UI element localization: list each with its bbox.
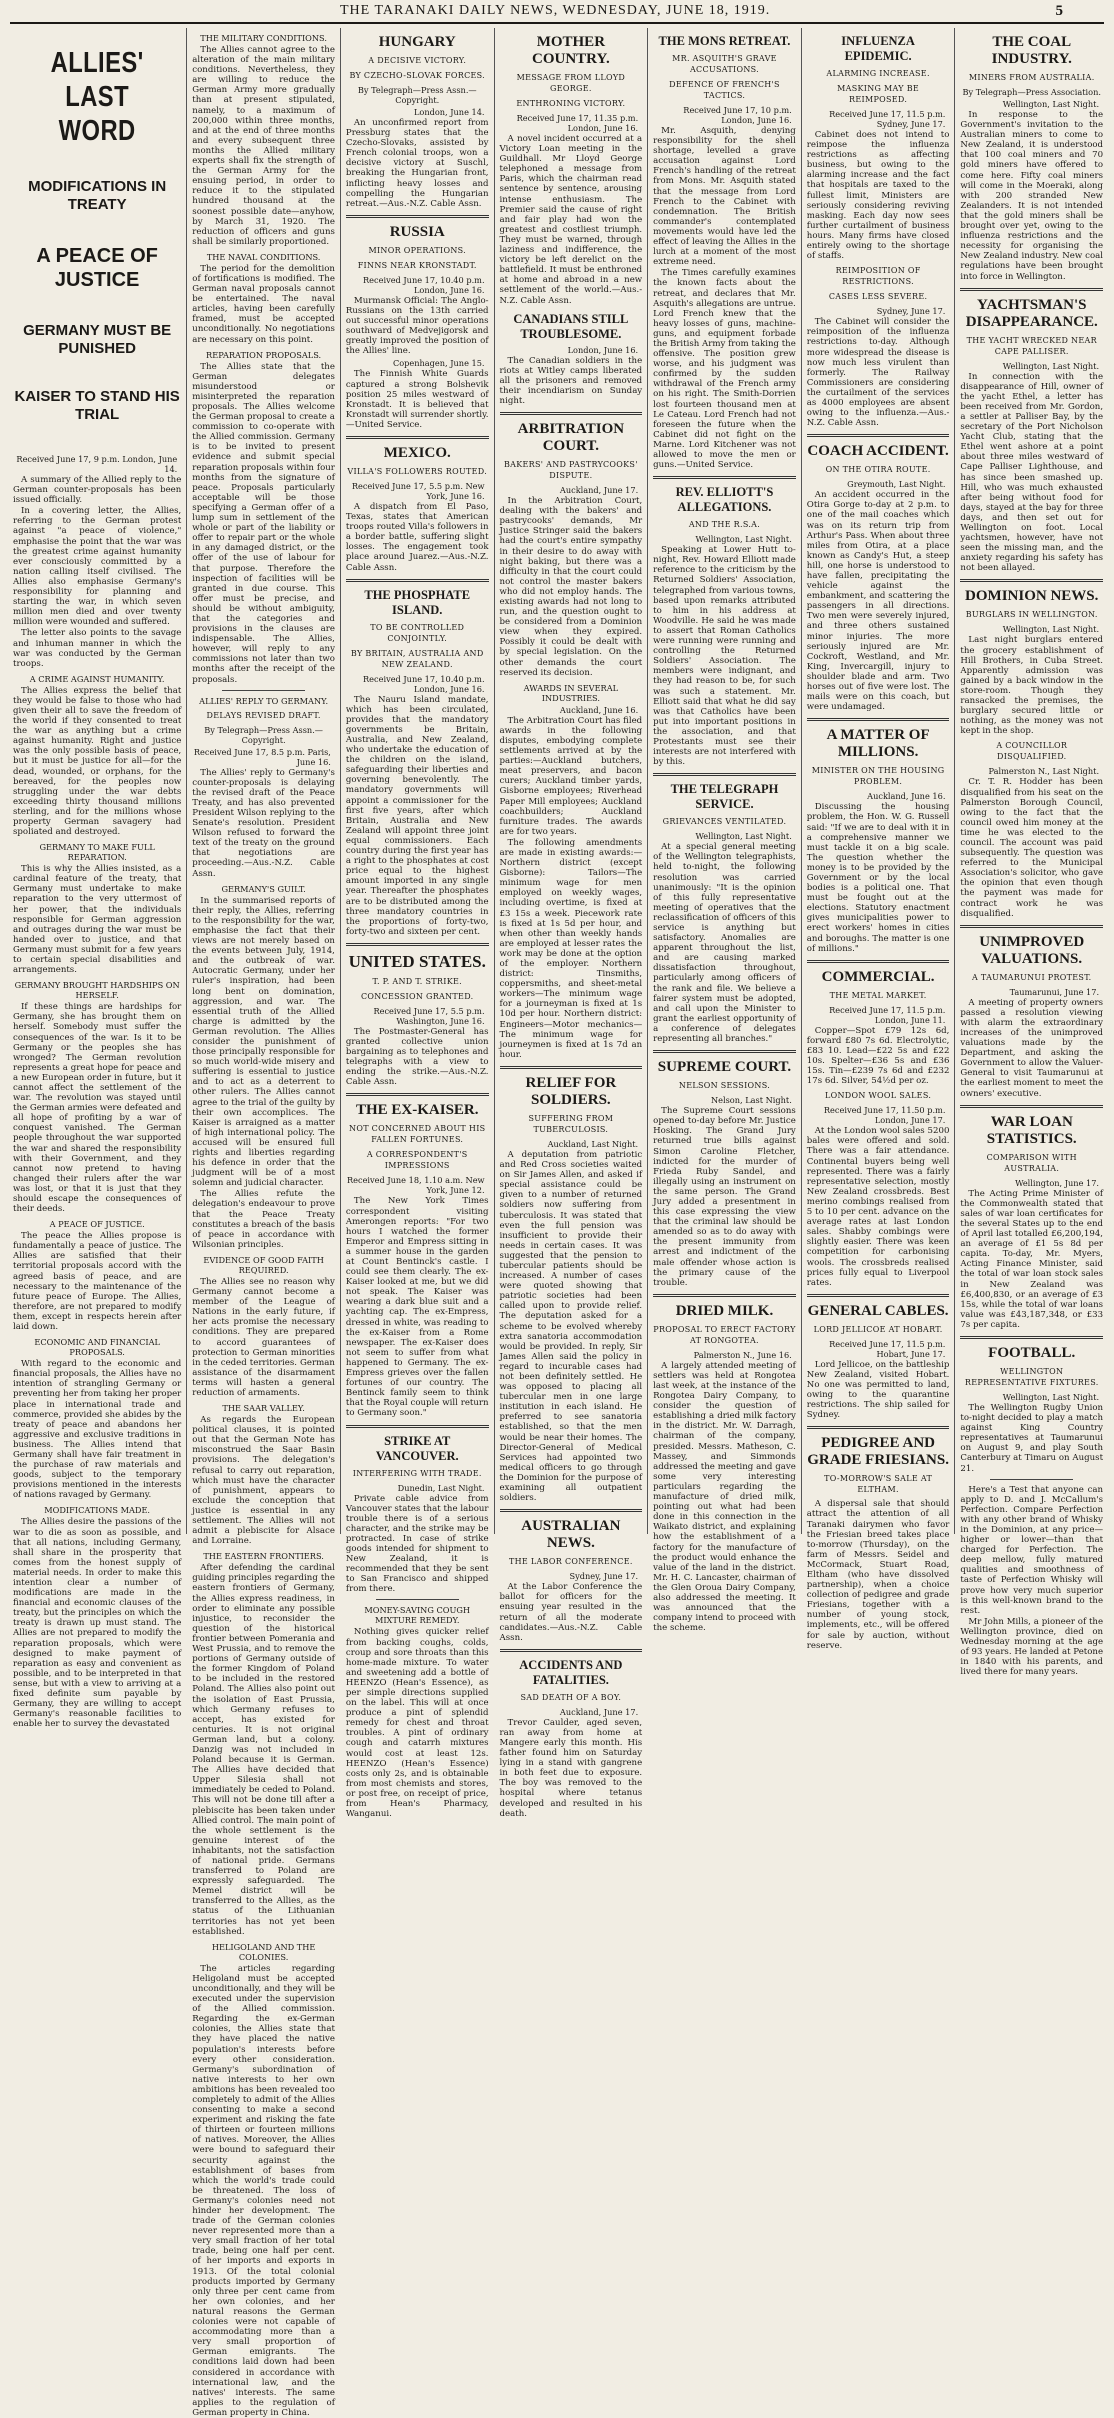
section-heading: REPARATION PROPOSALS. bbox=[206, 349, 322, 360]
column-1 bbox=[8, 28, 187, 1730]
section-heading: A PEACE OF JUSTICE. bbox=[49, 1219, 145, 1230]
deck: TO BE CONTROLLED CONJOINTLY. bbox=[370, 622, 465, 643]
divider bbox=[222, 690, 305, 691]
paragraph: Copper—Spot £79 12s 6d, forward £80 7s 6d. Electrolytic, £83 10. Lead—£22 5s and £22 10s. Spelter—£36 5s and £36 15s. Tin—£239 7s 6d and £232 17s 6d. Silver, 54½d per oz. bbox=[806, 1025, 950, 1087]
deck: MINOR OPERATIONS. bbox=[368, 245, 466, 255]
dateline: Wellington, Last Night. bbox=[1002, 1391, 1100, 1402]
paragraph: The Cabinet will consider the reimposition of the influenza restrictions to-day. Although more widespread the disease is now much less virulent than formerly. The Railway Commissioners are considering the curtailment of the services as 4000 employees are absent owing to the influenza.—Aus.-N.Z. Cable Assn. bbox=[806, 317, 950, 429]
paragraph: The Times carefully examines the known facts about the retreat, and declares that Mr. Asquith's allegations are untrue. Lord French knew that the heavy losses of guns, machine-guns, and equipment forbade the British Army from taking the offensive. The position grew worse, and his judgment was confirmed by the sudden withdrawal of the French army on his right. The Smith-Dorrien lost fourteen thousand men at Le Cateau. Lord French had not foreseen the future when the Cabinet did not fight on the Marne. Lord Kitchener was not allowed to move the men or guns.—United Service. bbox=[653, 268, 796, 471]
divider bbox=[653, 1294, 796, 1297]
dateline: Nelson, Last Night. bbox=[710, 1095, 792, 1106]
divider bbox=[346, 215, 489, 218]
paragraph: Last night burglars entered the grocery establishment of Hill Brothers, in Cuba Street. Apparently admission was gained by a back window in the store-room. Though they ransacked the premises, the burglary secured little or nothing, as the money was not kept in the shop. bbox=[960, 635, 1104, 737]
divider bbox=[960, 288, 1103, 291]
deck: A DECISIVE VICTORY. bbox=[368, 56, 467, 65]
article-heading-elliott: REV. ELLIOTT'S ALLEGATIONS. bbox=[675, 485, 774, 515]
article-heading-hungary: HUNGARY bbox=[378, 34, 456, 50]
paragraph: A largely attended meeting of settlers was held at Rongotea last week, at the instance of the Rongotea Dairy Company, to consider the question of establishing a dried milk factory in the district. Mr. W. Darragh, chairman of the company, presided. Messrs. Matheson, C. Massey, and Simmonds addressed the meeting and gave some very interesting particulars regarding the manufacture of dried milk, pointing out what had been done in this connection in the Waikato district, and explaining how the establishment of a factory for the manufacture of the product would enhance the value of the land in the district. Mr. H. C. Lancaster, chairman of the Glen Oroua Dairy Company, also addressed the meeting. It was announced that the company intend to proceed with the scheme. bbox=[653, 1360, 796, 1634]
paragraph: With regard to the economic and financial proposals, the Allies have no intention of strangling Germany or preventing her from taking her proper place in international trade and commerce, provided she abides by the treaty of peace and abandons her aggressive and exclusive traditions in business. The Allies intend that Germany shall have fair treatment in the purchase of raw materials and goods, subject to the temporary provisions mentioned in the interests of nations ravaged by Germany. bbox=[13, 1359, 182, 1501]
column-6 bbox=[802, 28, 956, 1651]
dateline: Received June 17, 11.50 p.m. London, June 17. bbox=[823, 1105, 946, 1126]
paragraph: A novel incident occurred at a Victory Loan meeting in the Guildhall. Mr Lloyd George telephoned a message from Paris, which the chairman read sentence by sentence, arousing intense enthusiasm. The Premier said the cause of right and fair play had won the greatest and costliest triumph. They must be warned, through laziness and indifference, the victory be left derelict on the battlefield. It must be enthroned at home and abroad in a new settlement of the world.—Aus.-N.Z. Cable Assn. bbox=[499, 134, 643, 306]
deck: CONCESSION GRANTED. bbox=[361, 991, 474, 1001]
paragraph: The Arbitration Court has filed awards in the following disputes, embodying complete settlements arrived at by the parties:—Auckland butchers, meat preservers, and bacon curers; Auckland timber yards, Gisborne employees; Riverhead Paper Mill employees; Auckland coachbuilders; Auckland furniture trades. The awards are for two years. bbox=[499, 715, 643, 837]
dateline: Copenhagen, June 15. bbox=[392, 358, 485, 369]
article-heading-general-cables: GENERAL CABLES. bbox=[807, 1302, 949, 1319]
deck: ON THE OTIRA ROUTE. bbox=[825, 465, 931, 475]
article-heading-valuations: UNIMPROVED VALUATIONS. bbox=[979, 933, 1085, 967]
deck: MASKING MAY BE REIMPOSED. bbox=[837, 84, 920, 104]
section-heading: ECONOMIC AND FINANCIAL PROPOSALS. bbox=[34, 1337, 160, 1358]
article-heading-friesians: PEDIGREE AND GRADE FRIESIANS. bbox=[807, 1435, 949, 1469]
article-heading-mons-retreat: THE MONS RETREAT. bbox=[658, 34, 791, 48]
subhead-germany-punished: GERMANY MUST BE PUNISHED bbox=[23, 322, 172, 357]
dateline: Greymouth, Last Night. bbox=[847, 479, 946, 490]
divider bbox=[500, 1066, 643, 1069]
paragraph: In a covering letter, the Allies, referring to the German protest against "a peace of violence," emphasise the point that the war was the greatest crime against humanity ever consciously committed by a nation calling itself civilised. The Allies also emphasise Germany's responsibility for planning and starting the war, in which seven million men died and over twenty million were wounded and suffered. bbox=[13, 506, 182, 628]
section-heading: ALLIES' REPLY TO GERMANY. bbox=[199, 695, 329, 706]
dateline: Received June 17, 5.5 p.m. New York, June 16. bbox=[351, 480, 485, 501]
paragraph: This is why the Allies insisted, as a cardinal feature of the treaty, that Germany must undertake to make reparation to the very uttermost of her power, that the individuals responsible for German aggression and outrages during the war must be handed over to justice, and that Germany must submit for a few years to certain special disabilities and arrangements. bbox=[13, 864, 182, 976]
dateline: Palmerston N., Last Night. bbox=[988, 766, 1100, 777]
dateline: Received June 17, 11.5 p.m. London, June 11. bbox=[829, 1004, 946, 1025]
article-heading-telegraph: THE TELEGRAPH SERVICE. bbox=[670, 782, 779, 812]
dateline: Palmerston N., June 16. bbox=[693, 1349, 792, 1360]
deck: BAKERS' AND PASTRYCOOKS' DISPUTE. bbox=[504, 460, 638, 481]
article-heading-dried-milk: DRIED MILK. bbox=[675, 1302, 774, 1319]
paragraph: Cabinet does not intend to reimpose the influenza restrictions as affecting business, but owing to the alarming increase and the fact that hospitals are taxed to the fullest limit, Ministers are seriously considering reviving masking. Each day now sees further curtailment of business hours. Many firms have closed entirely owing to the shortage of staffs. bbox=[806, 130, 950, 262]
divider bbox=[807, 1426, 950, 1429]
section-heading: HELIGOLAND AND THE COLONIES. bbox=[211, 1941, 316, 1962]
paragraph: At the Labor Conference the ballot for officers for the ensuing year resulted in the return of all the moderate candidates.—Aus.-N.Z. Cable Assn. bbox=[499, 1582, 643, 1643]
dateline: Received June 17, 11.5 p.m. Sydney, June 17. bbox=[829, 109, 946, 129]
dateline: Received June 17, 10 p.m. London, June 16. bbox=[683, 105, 792, 125]
paragraph: At a special general meeting of the Wellington telegraphists, held to-night, the following resolution was carried unanimously: "It is the opinion of this fully representative meeting of operatives that the reclassification of officers of this service is anything but satisfactory. Anomalies are apparent throughout the list, and are causing marked dissatisfaction throughout, particularly among officers of the rank and file. We believe a fairer system must be adopted, and call upon the Minister to grant the earliest opportunity of a conference of delegates representing all branches." bbox=[653, 842, 796, 1045]
paragraph: The Allies state that the German delegates misunderstood or misinterpreted the reparation proposals. The Allies welcome the German proposal to create a commission to co-operate with the Allied commission. Germany is to be invited to present evidence and submit special reparation proposals within four months from the signature of peace. Proposals particularly acceptable will be those specifying a German offer of a lump sum in settlement of the whole or part of the liability or offer to repair part or the whole in any damaged district, or the offer of the use of labour for that purpose. Therefore the inspection of facilities will be granted in due course. This offer must be precise, and should be without ambiguity, that the categories and provisions in the clauses are indispensable. The Allies, however, will reply to any commissions not later than two months after the receipt of the proposals. bbox=[192, 361, 335, 685]
divider bbox=[807, 718, 950, 721]
section-heading: THE EASTERN FRONTIERS. bbox=[203, 1551, 324, 1562]
paragraph: In the summarised reports of their reply, the Allies, referring to the responsibility for the war, emphasise the fact that their views are not merely based on the events between July, 1914, and the outbreak of war. Autocratic Germany, under her ruler's inspiration, had been long bent on domination, aggression, and war. The essential truth of the Allied charge is admitted by the German revolution. The Allies consider the punishment of those principally responsible for so much world-wide misery and suffering is essential to justice and to act as a deterrent to other rulers. The Allies cannot agree to the trial of the guilty by their own accomplices. The Kaiser is arraigned as a matter of high international policy. The accused will be ensured full rights and liberties regarding his defence in order that the judgment will be of a most solemn and judicial character. bbox=[192, 895, 335, 1189]
article-heading-united-states: UNITED STATES. bbox=[348, 951, 486, 971]
masthead bbox=[10, 0, 1104, 24]
deck: ENTHRONING VICTORY. bbox=[516, 99, 626, 108]
paragraph: A meeting of property owners passed a resolution viewing with alarm the extraordinary increases of the unimproved valuations made by the Department, and asking the Government to allow the Valuer-General to visit Taumarunui at the earliest moment to meet the owners' executive. bbox=[960, 997, 1104, 1099]
section-heading: THE NAVAL CONDITIONS. bbox=[206, 251, 321, 262]
dateline: Auckland, June 16. bbox=[867, 791, 946, 802]
deck: A CORRESPONDENT'S IMPRESSIONS bbox=[366, 1150, 468, 1171]
deck: AND THE R.S.A. bbox=[688, 520, 761, 530]
dateline: Wellington, Last Night. bbox=[695, 831, 792, 842]
deck: DEFENCE OF FRENCH'S TACTICS. bbox=[669, 80, 780, 100]
dateline: Auckland, June 16. bbox=[559, 704, 639, 715]
deck: GRIEVANCES VENTILATED. bbox=[662, 817, 787, 827]
deck: MINISTER ON THE HOUSING PROBLEM. bbox=[811, 766, 945, 787]
divider bbox=[990, 1479, 1073, 1480]
article-heading-football: FOOTBALL. bbox=[988, 1344, 1076, 1361]
paragraph: The Allies refute the delegation's endeavour to prove that the Peace Treaty constitutes a breach of the basis of peace in accordance with Wilsonian principles. bbox=[192, 1189, 335, 1250]
paragraph: The following amendments are made in existing awards:—Northern district (except Gisborne): Tailors—The minimum wage for men employed on weekly wages, including overtime, is fixed at £3 15s a week. Piecework rate is fixed at 1s 5d per hour, and when other than weekly hands are employed at lesser rates the work may be done at the option of the employer. Northern district: Tinsmiths, coppersmiths, and sheet-metal workers—The minimum wage for a journeyman is fixed at 1s 10d per hour. Northern district: Engineers—Motor mechanics—The minimum wage for journeymen is fixed at 1s 7d an hour. bbox=[499, 837, 643, 1060]
page-number: 5 bbox=[1055, 2, 1064, 19]
dateline: Auckland, June 17. bbox=[559, 1706, 639, 1717]
divider bbox=[653, 1050, 796, 1053]
deck: TO-MORROW'S SALE AT ELTHAM. bbox=[824, 1474, 933, 1495]
article-heading-relief: RELIEF FOR SOLDIERS. bbox=[525, 1074, 617, 1108]
paragraph: The Supreme Court sessions opened to-day before Mr. Justice Hosking. The Grand Jury returned true bills against Simon Caroline Fletcher, indicted for the murder of Frieda Ruby Sandel, and illegally using an instrument on the same person. The Grand Jury added a presentment in this case expressing the view that the criminal law should be amended so as to do away with the present immunity from arrest and indictment of the male offender whose action is the primary cause of the trouble. bbox=[653, 1106, 796, 1288]
deck: THE METAL MARKET. bbox=[829, 990, 927, 1000]
article-heading-commercial: COMMERCIAL. bbox=[821, 968, 935, 985]
paragraph: The Finnish White Guards captured a strong Bolshevik position 25 miles westward of Kronstadt. It is believed that Kronstadt will surrender shortly.—United Service. bbox=[345, 369, 489, 430]
dateline: Wellington, Last Night. bbox=[695, 534, 792, 545]
divider bbox=[500, 412, 643, 415]
paragraph: In connection with the disappearance of Hill, owner of the yacht Ethel, a letter has been received from Mr. Gordon, a settler at Palliser Bay, by the secretary of the Port Nicholson Yacht Club, stating that the Ethel went ashore at a point about three miles westward of Cape Palliser Lighthouse, and has since been smashed up. Hill, who was much exhausted after being without food for days, stayed at the bay for three days, and then set out for Wellington on foot. Local yachtsmen, however, have not seen the missing man, and the anxiety regarding his safety has not been allayed. bbox=[960, 371, 1104, 574]
paragraph: As regards the European political clauses, it is pointed out that the German Note has misconstrued the Saar Basin provisions. The delegation's refusal to carry out reparation, which must have the character of punishment, appears to exclude the conception that justice is essential in any settlement. The Allies will not admit a plebiscite for Alsace and Lorraine. bbox=[192, 1415, 335, 1547]
paragraph: The Allies express the belief that they would be false to those who had given their all to save the freedom of the world if they consented to treat the war as anything but a crime against humanity. Right and justice was the only possible basis of peace, but it must be justice for all—for the dead, wounded, or orphans, for the bereaved, for the peoples now struggling under the war debts exceeding thirty thousand millions sterling, and for the millions whose property German savagery had spoliated and destroyed. bbox=[13, 685, 182, 838]
paragraph: Cr. T. R. Hodder has been disqualified from his seat on the Palmerston Borough Council, owing to the fact that the council owed him money at the time he was elected to the council. The account was paid subsequently. The question was referred to the Municipal Association's solicitor, who gave the opinion that even though the payment was made for contract work he was disqualified. bbox=[960, 777, 1104, 919]
deck: LONDON WOOL SALES. bbox=[825, 1091, 932, 1101]
section-heading: MODIFICATIONS MADE. bbox=[44, 1505, 151, 1516]
deck: SAD DEATH OF A BOY. bbox=[520, 1692, 622, 1702]
column-3 bbox=[341, 28, 495, 1820]
dateline: Received June 17, 10.40 p.m. London, June 16. bbox=[363, 673, 485, 694]
byline: By Telegraph—Press Association. bbox=[962, 87, 1101, 97]
section-heading: AWARDS IN SEVERAL INDUSTRIES. bbox=[523, 682, 619, 703]
paragraph: Private cable advice from Vancouver states that the labour trouble there is of a serious character, and the strike may be protracted. In case of strike goods intended for shipment to New Zealand, it is recommended that they be sent to San Francisco and shipped from there. bbox=[345, 1493, 489, 1595]
paragraph: The period for the demolition of fortifications is modified. The German naval proposals cannot be entertained. The naval articles, having been carefully framed, must be accepted unconditionally. No negotiations are necessary on this point. bbox=[192, 263, 335, 345]
deck: THE LABOR CONFERENCE. bbox=[509, 1557, 633, 1567]
divider bbox=[500, 1509, 643, 1512]
divider bbox=[346, 436, 489, 439]
deck: LORD JELLICOE AT HOBART. bbox=[813, 1324, 943, 1334]
deck: WELLINGTON REPRESENTATIVE FIXTURES. bbox=[964, 1366, 1099, 1387]
article-heading-phosphate: THE PHOSPHATE ISLAND. bbox=[364, 587, 471, 617]
dateline: Wellington, June 17. bbox=[1015, 1177, 1100, 1188]
dateline: Received June 18, 1.10 a.m. New York, June 12. bbox=[346, 1175, 485, 1196]
deck: FINNS NEAR KRONSTADT. bbox=[357, 260, 477, 270]
dateline: Dunedin, Last Night. bbox=[397, 1482, 485, 1493]
deck: A COUNCILLOR DISQUALIFIED. bbox=[996, 741, 1068, 762]
deck: BY BRITAIN, AUSTRALIA AND NEW ZEALAND. bbox=[350, 648, 484, 669]
paragraph: In the Arbitration Court, dealing with the bakers' and pastrycooks' demands, Mr Justice Stringer said the bakers had the court's entire sympathy in their desire to do away with night baking, but there was a difficulty in that the court could not control the master bakers who did not employ hands. The existing awards had not long to run, and the question ought to be considered from a Dominion view when they expired. Possibly it could be dealt with by special legislation. On the other demands the court reserved its decision. bbox=[499, 496, 643, 678]
paragraph: Nothing gives quicker relief from backing coughs, colds, croup and sore throats than this home-made mixture. To water and sweetening add a bottle of HEENZO (Hean's Essence), as per simple directions supplied on the label. This will at once produce a pint of splendid remedy for chest and throat troubles. A pint of ordinary cough and catarrh mixtures would cost at least 12s. HEENZO (Hean's Essence) costs only 2s, and is obtainable from most chemists and stores, or post free, on receipt of price, from Hean's Pharmacy, Wanganui. bbox=[345, 1627, 489, 1820]
subhead-peace-of-justice: A PEACE OF JUSTICE bbox=[36, 245, 158, 291]
subhead-modifications: MODIFICATIONS IN TREATY bbox=[28, 178, 167, 213]
article-heading-canadians: CANADIANS STILL TROUBLESOME. bbox=[513, 311, 629, 341]
paragraph: Trevor Caulder, aged seven, ran away from home at Mangere early this month. His father found him on Saturday lying in a stand with gangrene in both feet due to exposure. The boy was removed to the hospital where tetanus developed and resulted in his death. bbox=[499, 1717, 643, 1819]
masthead-title: THE TARANAKI DAILY NEWS, WEDNESDAY, JUNE 18, 1919. bbox=[340, 3, 771, 18]
divider bbox=[807, 434, 950, 437]
paragraph: At the London wool sales 5200 bales were offered and sold. There was a fair attendance. Continental buyers being well represented. There was a fairly representative selection, mostly New Zealand crossbreds. Best merino combings realised from 5 to 10 per cent. advance on the average rates at last London sales. Shabby combings were slightly easier. There was keen competition for carbonising wools. The crossbreds realised prices fully equal to Liverpool rates. bbox=[806, 1126, 950, 1288]
article-heading-yachtsman: YACHTSMAN'S DISAPPEARANCE. bbox=[965, 296, 1098, 330]
article-heading-coal-industry: THE COAL INDUSTRY. bbox=[991, 34, 1072, 67]
divider bbox=[960, 1336, 1103, 1339]
dateline: Wellington, Last Night. bbox=[1002, 99, 1100, 109]
deck: MR. ASQUITH'S GRAVE ACCUSATIONS. bbox=[672, 54, 777, 74]
section-heading: A CRIME AGAINST HUMANITY. bbox=[29, 673, 165, 684]
column-4 bbox=[495, 28, 649, 1819]
paragraph: Speaking at Lower Hutt to-night, Rev. Howard Elliott made reference to the criticism by the Returned Soldiers' Association, telegraphed from various towns, based upon remarks attributed to him in his address at Woodville. He said he was made to assert that Roman Catholics were running were running and controlling the Returned Soldiers' Association. The members were indignant, and they had reason to be, for such was such a statement. Mr. Elliott said that what he did say was that Catholics have been put into important positions in the association, and that Protestants must see their interests are not interfered with by this. bbox=[653, 545, 796, 768]
deck: VILLA'S FOLLOWERS ROUTED. bbox=[347, 466, 488, 476]
article-heading-millions: A MATTER OF MILLIONS. bbox=[826, 727, 930, 761]
deck: PROPOSAL TO ERECT FACTORY AT RONGOTEA. bbox=[653, 1324, 796, 1345]
column-5 bbox=[648, 28, 802, 1634]
dateline: Received June 17, 9 p.m. London, June 14. bbox=[16, 454, 178, 474]
subhead-kaiser-trial: KAISER TO STAND HIS TRIAL bbox=[14, 388, 180, 423]
article-heading-arbitration: ARBITRATION COURT. bbox=[517, 421, 625, 455]
section-heading: GERMANY TO MAKE FULL REPARATION. bbox=[39, 842, 155, 863]
section-heading: GERMANY'S GUILT. bbox=[221, 883, 306, 894]
paragraph: A deputation from patriotic and Red Cross societies waited on Sir James Allen, and asked if special assistance could be given to a number of returned soldiers now suffering from tuberculosis. It was stated that even the full pension was insufficient to provide their needs in certain cases. It was suggested that the pension to tubercular patients should be increased. A number of cases were quoted showing that patriotic societies had been called upon to provide relief. The deputation asked for a scheme to be evolved whereby extra sanatoria accommodation would be provided. In reply, Sir James Allen said the policy in regard to incurable cases had not been definitely settled. He was opposed to placing all tubercular men in one large institution in each island. He preferred to see sanatoria established, so that the men would be near their homes. The Director-General of Medical Services had appointed two medical officers to go through the Dominion for the purpose of examining all outpatient soldiers. bbox=[499, 1149, 643, 1504]
deck: CASES LESS SEVERE. bbox=[828, 292, 928, 302]
section-heading: GERMANY BROUGHT HARDSHIPS ON HERSELF. bbox=[14, 980, 180, 1001]
paragraph: The Nauru Island mandate, which has been circulated, provides that the mandatory governments be Britain, Australia, and New Zealand, who undertake the education of the children on the island, safeguarding their liberties and governing benevolently. The mandatory governments will appoint a commissioner for the first five years, after which Britain, Australia and New Zealand will appoint three joint equal commissioners. Each country during the first year has a right to the phosphates at cost price equal to the highest amount imported in any single year. Thereafter the phosphates are to be distributed among the three mandatory countries in the proportions of forty-two, forty-two and sixteen per cent. bbox=[345, 694, 489, 937]
dateline: Auckland, June 17. bbox=[559, 485, 639, 496]
byline: By Telegraph—Press Assn.—Copyright. bbox=[357, 85, 477, 105]
dateline: Wellington, Last Night. bbox=[1002, 360, 1100, 371]
dateline: Auckland, Last Night. bbox=[547, 1138, 639, 1149]
paragraph: An unconfirmed report from Pressburg states that the Czecho-Slovaks, assisted by French colonial troops, won a decisive victory at Suschl, breaking the Hungarian front, inflicting heavy losses and compelling the Hungarian retreat.—Aus.-N.Z. Cable Assn. bbox=[345, 118, 489, 209]
article-heading-dominion-news: DOMINION NEWS. bbox=[965, 588, 1099, 605]
paragraph: A dispersal sale that should attract the attention of all Taranaki dairymen who favor the Friesian breed takes place to-morrow (Thursday), on the farm of Messrs. Seidel and McCormack, Stuart Road, Eltham (who have dissolved partnership), when a choice collection of pedigree and grade Friesians, together with a number of young stock, implements, etc., will be offered for sale by auction, without reserve. bbox=[806, 1499, 950, 1651]
divider bbox=[500, 1649, 643, 1652]
paragraph: The Acting Prime Minister of the Commonwealth stated that sales of war loan certificates for the several States up to the end of April last totalled £6,200,194, an average of £1 5s 8d per capita. To-day, Mr. Myers, Acting Finance Minister, said the total of war loan stock sales in New Zealand was £6,400,830, or an average of £3 15s, while the total of war loans value was £43,187,348, or £33 7s per capita. bbox=[960, 1188, 1104, 1330]
paragraph: The Allies see no reason why Germany cannot become a member of the League of Nations in the early future, if her acts promise the necessary conditions. They are prepared to accord guarantees of protection to German minorities in the ceded territories. German assistance of the disarmament terms will hasten a general reduction of armaments. bbox=[192, 1276, 335, 1398]
divider bbox=[346, 1093, 489, 1096]
dateline: Taumarunui, June 17. bbox=[1009, 986, 1100, 997]
section-heading: EVIDENCE OF GOOD FAITH REQUIRED. bbox=[203, 1254, 324, 1275]
paragraph: The Postmaster-General has granted collective union bargaining as to telephones and telegraphs with a view to ending the strike.—Aus.-N.Z. Cable Assn. bbox=[345, 1026, 489, 1088]
dateline: Received June 17, 11.5 p.m. Hobart, June 17. bbox=[829, 1338, 946, 1359]
paragraph: Mr. Asquith, denying responsibility for the shell shortage, levelled a grave accusation against Lord French's handling of the retreat from Mons. Mr. Asquith stated that the message from Lord French to the Cabinet with condemnation. The British commander's contemplated movements would have led the effect of leaving the Allies in the lurch at a moment of the most extreme need. bbox=[653, 126, 796, 268]
section-heading: MONEY-SAVING COUGH MIXTURE REMEDY. bbox=[364, 1605, 471, 1626]
deck: MINERS FROM AUSTRALIA. bbox=[968, 73, 1095, 82]
divider bbox=[376, 1599, 459, 1600]
article-heading-vancouver: STRIKE AT VANCOUVER. bbox=[375, 1433, 459, 1463]
dateline: Sydney, June 17. bbox=[569, 1571, 639, 1582]
paragraph: Discussing the housing problem, the Hon. W. G. Russell said: "If we are to deal with it in a comprehensive manner we must tackle it on a big scale. The question whether the money is to be provided by the Government or by the local bodies is a political one. That must be fought out at the elections. Statutory enactment gives municipalities power to erect workers' homes in cities and boroughs. The matter is one of millions." bbox=[806, 802, 950, 954]
paragraph: A summary of the Allied reply to the German counter-proposals has been issued officially. bbox=[13, 475, 182, 506]
dateline: Sydney, June 17. bbox=[876, 306, 946, 317]
divider bbox=[807, 960, 950, 963]
divider bbox=[960, 579, 1103, 582]
divider bbox=[960, 925, 1103, 928]
paragraph: Here's a Test that anyone can apply to D. and J. McCallum's Perfection. Compare Perfection with any other brand of Whisky in the Dominion, at any price—higher or lower—than that charged for Perfection. The deep mellow, fully matured qualities and smoothness of taste of Perfection Whisky will prove how very much superior is this well-known brand to the rest. bbox=[960, 1484, 1104, 1616]
dateline: London, June 14. bbox=[413, 107, 485, 117]
paragraph: The Allies' reply to Germany's counter-proposals is delaying the revised draft of the Peace Treaty, and has also prevented President Wilson replying to the Senate's resolution. President Wilson refused to forward the text of the treaty on the ground that negotiations are proceeding.—Aus.-N.Z. Cable Assn. bbox=[192, 767, 335, 879]
dateline: Received June 17, 8.5 p.m. Paris, June 16. bbox=[193, 746, 331, 767]
paragraph: The New York Times correspondent visiting Amerongen reports: "For two hours I watched the former Emperor and Empress sitting in a summer house in the garden at Count Bentinck's castle. I could see them clearly. The ex-Kaiser looked at me, but we did not speak. The Kaiser was wearing a dark blue suit and a yachting cap. The ex-Empress, dressed in white, was reading to the ex-Kaiser from a Rome newspaper. The ex-Kaiser does not seem to suffer from what happened to Germany. The ex-Empress grieves over the fallen fortunes of our country. The Bentinck family seem to think that the Royal couple will return to Germany soon." bbox=[345, 1196, 489, 1419]
dateline: Wellington, Last Night. bbox=[1002, 624, 1100, 635]
paragraph: An accident occurred in the Otira Gorge to-day at 2 p.m. to one of the mail coaches which was on its return trip from Arthur's Pass. When about three miles from Otira, at a place known as Candy's Hut, a steep hill, one horse is understood to have fallen, precipitating the vehicle against the embankment, and scattering the passengers in all directions. Two men were severely injured, and three others sustained minor injuries. The more seriously injured are Mr. Cockroft, Westland, and Mr. King, Invercargill, injury to shoulder blade and arm. Two horses out of five were lost. The mails were on this coach, but were undamaged. bbox=[806, 490, 950, 713]
deck: COMPARISON WITH AUSTRALIA. bbox=[986, 1152, 1077, 1173]
article-heading-australian-news: AUSTRALIAN NEWS. bbox=[521, 1518, 621, 1552]
article-heading-russia: RUSSIA bbox=[389, 223, 445, 240]
dateline: London, June 16. bbox=[567, 344, 639, 355]
paragraph: Murmansk Official: The Anglo-Russians on the 13th carried out successful minor operations southward of Medvejigorsk and greatly improved the position of the Allies' line. bbox=[345, 295, 489, 357]
article-heading-supreme-court: SUPREME COURT. bbox=[657, 1059, 792, 1076]
paragraph: The letter also points to the savage and inhuman manner in which the war was conducted by the German troops. bbox=[13, 628, 182, 669]
deck: ALARMING INCREASE. bbox=[826, 69, 930, 78]
deck: NOT CONCERNED ABOUT HIS FALLEN FORTUNES. bbox=[349, 1124, 486, 1145]
column-7 bbox=[955, 28, 1108, 1678]
deck: MESSAGE FROM LLOYD GEORGE. bbox=[516, 73, 626, 93]
deck: T. P. AND T. STRIKE. bbox=[372, 976, 462, 986]
paragraph: Mr John Mills, a pioneer of the Wellington province, died on Wednesday morning at the age of 93 years. He landed at Petone in 1840 with his parents, and lived there for many years. bbox=[960, 1616, 1104, 1678]
article-heading-war-loan: WAR LOAN STATISTICS. bbox=[986, 1113, 1077, 1147]
dateline: Received June 17, 5.5 p.m. Washington, June 16. bbox=[373, 1005, 485, 1026]
article-heading-ex-kaiser: THE EX-KAISER. bbox=[355, 1102, 479, 1119]
article-heading-accidents: ACCIDENTS AND FATALITIES. bbox=[519, 1657, 623, 1687]
deck: BURGLARS IN WELLINGTON. bbox=[965, 610, 1098, 620]
deck: INTERFERING WITH TRADE. bbox=[352, 1468, 482, 1478]
dateline: Received June 17, 11.35 p.m. London, June 16. bbox=[516, 113, 639, 133]
deck: NELSON SESSIONS. bbox=[678, 1081, 771, 1091]
article-heading-influenza: INFLUENZA EPIDEMIC. bbox=[841, 34, 915, 63]
column-2 bbox=[187, 28, 341, 2418]
paragraph: The peace the Allies propose is fundamentally a peace of justice. The Allies are satisfied that their territorial proposals accord with the agreed basis of peace, and are necessary to the maintenance of the future peace of Europe. The Allies, therefore, are not prepared to modify them, except in respects herein after laid down. bbox=[13, 1231, 182, 1333]
divider bbox=[653, 476, 796, 479]
paragraph: In response to the Government's invitation to the Australian miners to come to New Zealand, it is understood that 100 coal miners and 70 gold miners have offered to come here. Fifty coal miners will come in the Moeraki, along with 200 stranded New Zealanders. It is not intended that the gold miners shall be brought over yet, owing to the influenza restrictions and the necessity for organising the New Zealand industry. New coal regulations have been brought into force in Wellington. bbox=[960, 110, 1104, 282]
article-heading-mexico: MEXICO. bbox=[383, 444, 451, 461]
deck: DELAYS REVISED DRAFT. bbox=[206, 710, 321, 720]
paragraph: The articles regarding Heligoland must be accepted unconditionally, and they will be executed under the supervision of the Allied commission. Regarding the ex-German colonies, the Allies state that they have placed the native population's interests before every other consideration. Germany's subordination of native interests to her own ambitions has been revealed too completely to admit of the Allies consenting to make a second experiment and risking the fate of thirteen or fourteen millions of natives. Moreover, the Allies were bound to safeguard their security against the establishment of bases from which the world's trade could be threatened. The loss of Germany's colonies need not hinder her development. The trade of the German colonies never represented more than a very small fraction of her total trade, being one half per cent. of her imports and exports in 1913. Of the total colonial products imported by Germany only three per cent came from her own colonies, and her natural reasons the German colonies were not capable of accommodating more than a very small proportion of German emigrants. The conditions laid down had been considered in accordance with international law, and the natives' interests. The same applies to the regulation of German property in China. bbox=[192, 1963, 335, 2418]
paragraph: The Allies desire the passions of the war to die as soon as possible, and that all nations, including Germany, shall share in the prosperity that comes from the honest supply of material needs. In order to make this intention clear a number of modifications are made in the financial and economic clauses of the treaty, but the principles on which the treaty is drawn up must stand. The Allies are not prepared to modify the reparation proposals, which were designed to make payment of reparation as easy and convenient as possible, and to be interpreted in that sense, but with a view to arriving at a fixed definite sum payable by Germany, they are willing to accept Germany's reasonable facilities to enable her to survey the devastated bbox=[13, 1517, 182, 1730]
article-heading-coach-accident: COACH ACCIDENT. bbox=[807, 443, 949, 460]
paragraph: Lord Jellicoe, on the battleship New Zealand, visited Hobart. No one was permitted to land, owing to the quarantine restrictions. The ship sailed for Sydney. bbox=[806, 1359, 950, 1421]
paragraph: After defending the cardinal guiding principles regarding the eastern frontiers of Germany, the Allies express readiness, in order to eliminate any possible injustice, to reconsider the question of the historical frontier between Pomerania and West Prussia, and to remove the portions of Germany outside of the former Kingdom of Poland to be included in the restored Poland. The Allies also point out the isolation of East Prussia, which Germany refuses to accept, has existed for centuries. It is not original German land, but a colony. Danzig was not included in Poland because it is German. The Allies have decided that Upper Silesia shall not immediately be ceded to Poland. This will not be done till after a plebiscite has been taken under Allied control. The main point of the whole settlement is the genuine interest of the inhabitants, not the satisfaction of national pride. Germans transferred to Poland are expressly safeguarded. The Memel district will be transferred to the Allies, as the status of the Lithuanian territories has not yet been established. bbox=[192, 1563, 335, 1937]
article-heading-mother-country: MOTHER COUNTRY. bbox=[532, 34, 610, 67]
byline: By Telegraph—Press Assn.—Copyright. bbox=[204, 724, 323, 745]
paragraph: If these things are hardships for Germany, she has brought them on herself. Somebody must suffer the consequences of the war. Is it to be Germany or the peoples she has wronged? The German revolution represents a great hope for peace and a new European order in future, but it cannot affect the settlement of the war. The revolution was stayed until the German armies were defeated and all hope of profiting by a war of conquest vanished. The German people throughout the war supported the war and shared the responsibility with their Government, and they cannot now pretend to having changed their rulers after the war was lost, or that it is just that they should escape the consequences of their deeds. bbox=[13, 1002, 182, 1215]
columns bbox=[8, 28, 1108, 2418]
section-heading: THE SAAR VALLEY. bbox=[222, 1403, 305, 1414]
main-headline: ALLIES' LAST WORD bbox=[50, 47, 144, 147]
paragraph: The Allies cannot agree to the alteration of the main military conditions. Nevertheless, they are willing to reduce the German Army more gradually than at present stipulated, namely, to a maximum of 200,000 within three months, and at the end of three months and every subsequent three months the Allied military experts shall fix the strength of the German Army for the ensuing period, in order to reduce it to the stipulated hundred thousand at the soonest possible date—anyhow, by March 31, 1920. The reduction of officers and guns shall be similarly proportioned. bbox=[192, 45, 335, 247]
divider bbox=[960, 1105, 1103, 1108]
dateline: Received June 17, 10.40 p.m. London, June 16. bbox=[363, 274, 485, 295]
deck: BY CZECHO-SLOVAK FORCES. bbox=[349, 71, 485, 80]
section-heading: THE MILITARY CONDITIONS. bbox=[200, 33, 327, 43]
paragraph: The Canadian soldiers in the riots at Witley camps liberated all the prisoners and removed their incendiarism on Sunday night. bbox=[499, 355, 643, 406]
deck: REIMPOSITION OF RESTRICTIONS. bbox=[835, 266, 921, 287]
divider bbox=[653, 773, 796, 776]
divider bbox=[346, 579, 489, 582]
deck: SUFFERING FROM TUBERCULOSIS. bbox=[528, 1113, 614, 1134]
divider bbox=[346, 943, 489, 946]
divider bbox=[807, 1294, 950, 1297]
deck: THE YACHT WRECKED NEAR CAPE PALLISER. bbox=[966, 335, 1097, 356]
paragraph: A dispatch from El Paso, Texas, states that American troops routed Villa's followers in a border battle, suffering slight losses. The engagement took place around Juarez.—Aus.-N.Z. Cable Assn. bbox=[345, 501, 489, 573]
paragraph: The Wellington Rugby Union to-night decided to play a match against King Country representatives at Taumarunui on August 9, and play South Canterbury at Timaru on August 21. bbox=[960, 1402, 1104, 1474]
divider bbox=[346, 1425, 489, 1428]
deck: A TAUMARUNUI PROTEST. bbox=[971, 972, 1092, 982]
